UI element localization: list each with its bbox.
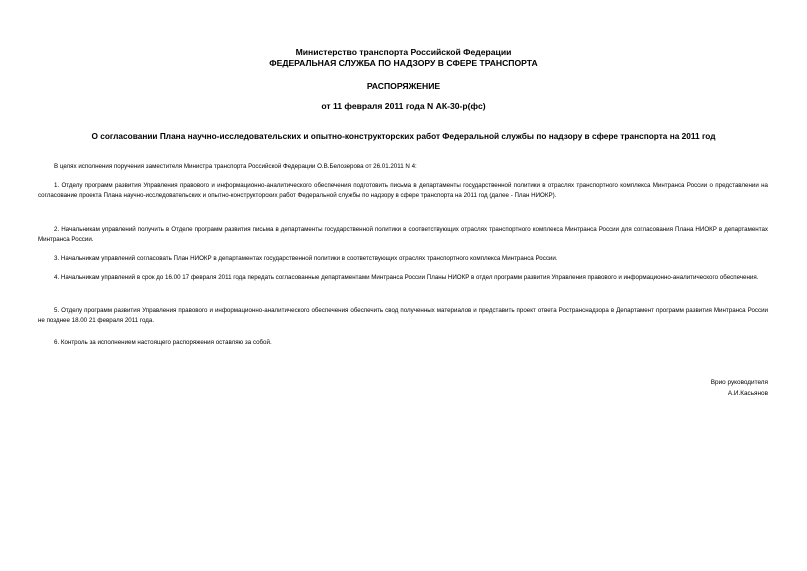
signatory-position: Врио руководителя [710,379,768,386]
paragraph-5 [38,306,768,326]
paragraph-3-text: 3. Начальникам управлений согласовать План НИОКР в департаментах государственной политики в соответствующих отраслях транспортного комплекса Минтранса России. [54,255,558,262]
document-subject: О согласовании Плана научно-исследовательских и опытно-конструкторских работ Федеральной службы по надзору в сфере транспорта на 2011 год [91,131,716,141]
paragraph-3 [38,254,768,264]
paragraph-2-text: 2. Начальникам управлений получить в Отделе программ развития письма в департаменты государственной политики в соответствующих отраслях транспортного комплекса Минтранса России для согласования Плана НИОКР в департаментах Минтранса России. [38,226,768,244]
paragraph-4 [38,273,768,283]
signatory-name: А.И.Касьянов [727,390,768,397]
paragraph-6-text: 6. Контроль за исполнением настоящего распоряжения оставляю за собой. [54,339,272,346]
paragraph-1-text: 1. Отделу программ развития Управления правового и информационно-аналитического обеспечения подготовить письма в департаменты государственной политики в отраслях транспортного комплекса Минтранса России о представлении на согласование проекта Плана научно-исследовательских и опытно-конструкторских работ Федеральной службы по надзору в сфере транспорта на 2011 год (далее - План НИОКР). [38,182,768,200]
ministry-name: Министерство транспорта Российской Федерации [295,47,512,57]
intro-paragraph [38,162,768,172]
paragraph-4-text: 4. Начальникам управлений в срок до 16.00 17 февраля 2011 года передать согласованные департаментами Минтранса России Планы НИОКР в отдел программ развития Управления правового и информационно-аналитического обеспечения. [54,274,759,281]
paragraph-5-text: 5. Отделу программ развития Управления правового и информационно-аналитического обеспечения обеспечить свод полученных материалов и представить проект ответа Ространснадзора в Департамент программ развития Минтранса России не позднее 18.00 21 февраля 2011 года. [38,307,768,325]
service-name: ФЕДЕРАЛЬНАЯ СЛУЖБА ПО НАДЗОРУ В СФЕРЕ ТРАНСПОРТА [269,58,538,68]
paragraph-6 [38,338,768,348]
intro-text: В целях исполнения поручения заместителя Министра транспорта Российской Федерации О.В.Белозерова от 26.01.2011 N 4: [54,163,417,170]
document-date-number: от 11 февраля 2011 года N АК-30-р(фс) [321,101,486,111]
paragraph-2 [38,225,768,245]
document-type: РАСПОРЯЖЕНИЕ [366,81,441,91]
paragraph-1 [38,181,768,201]
